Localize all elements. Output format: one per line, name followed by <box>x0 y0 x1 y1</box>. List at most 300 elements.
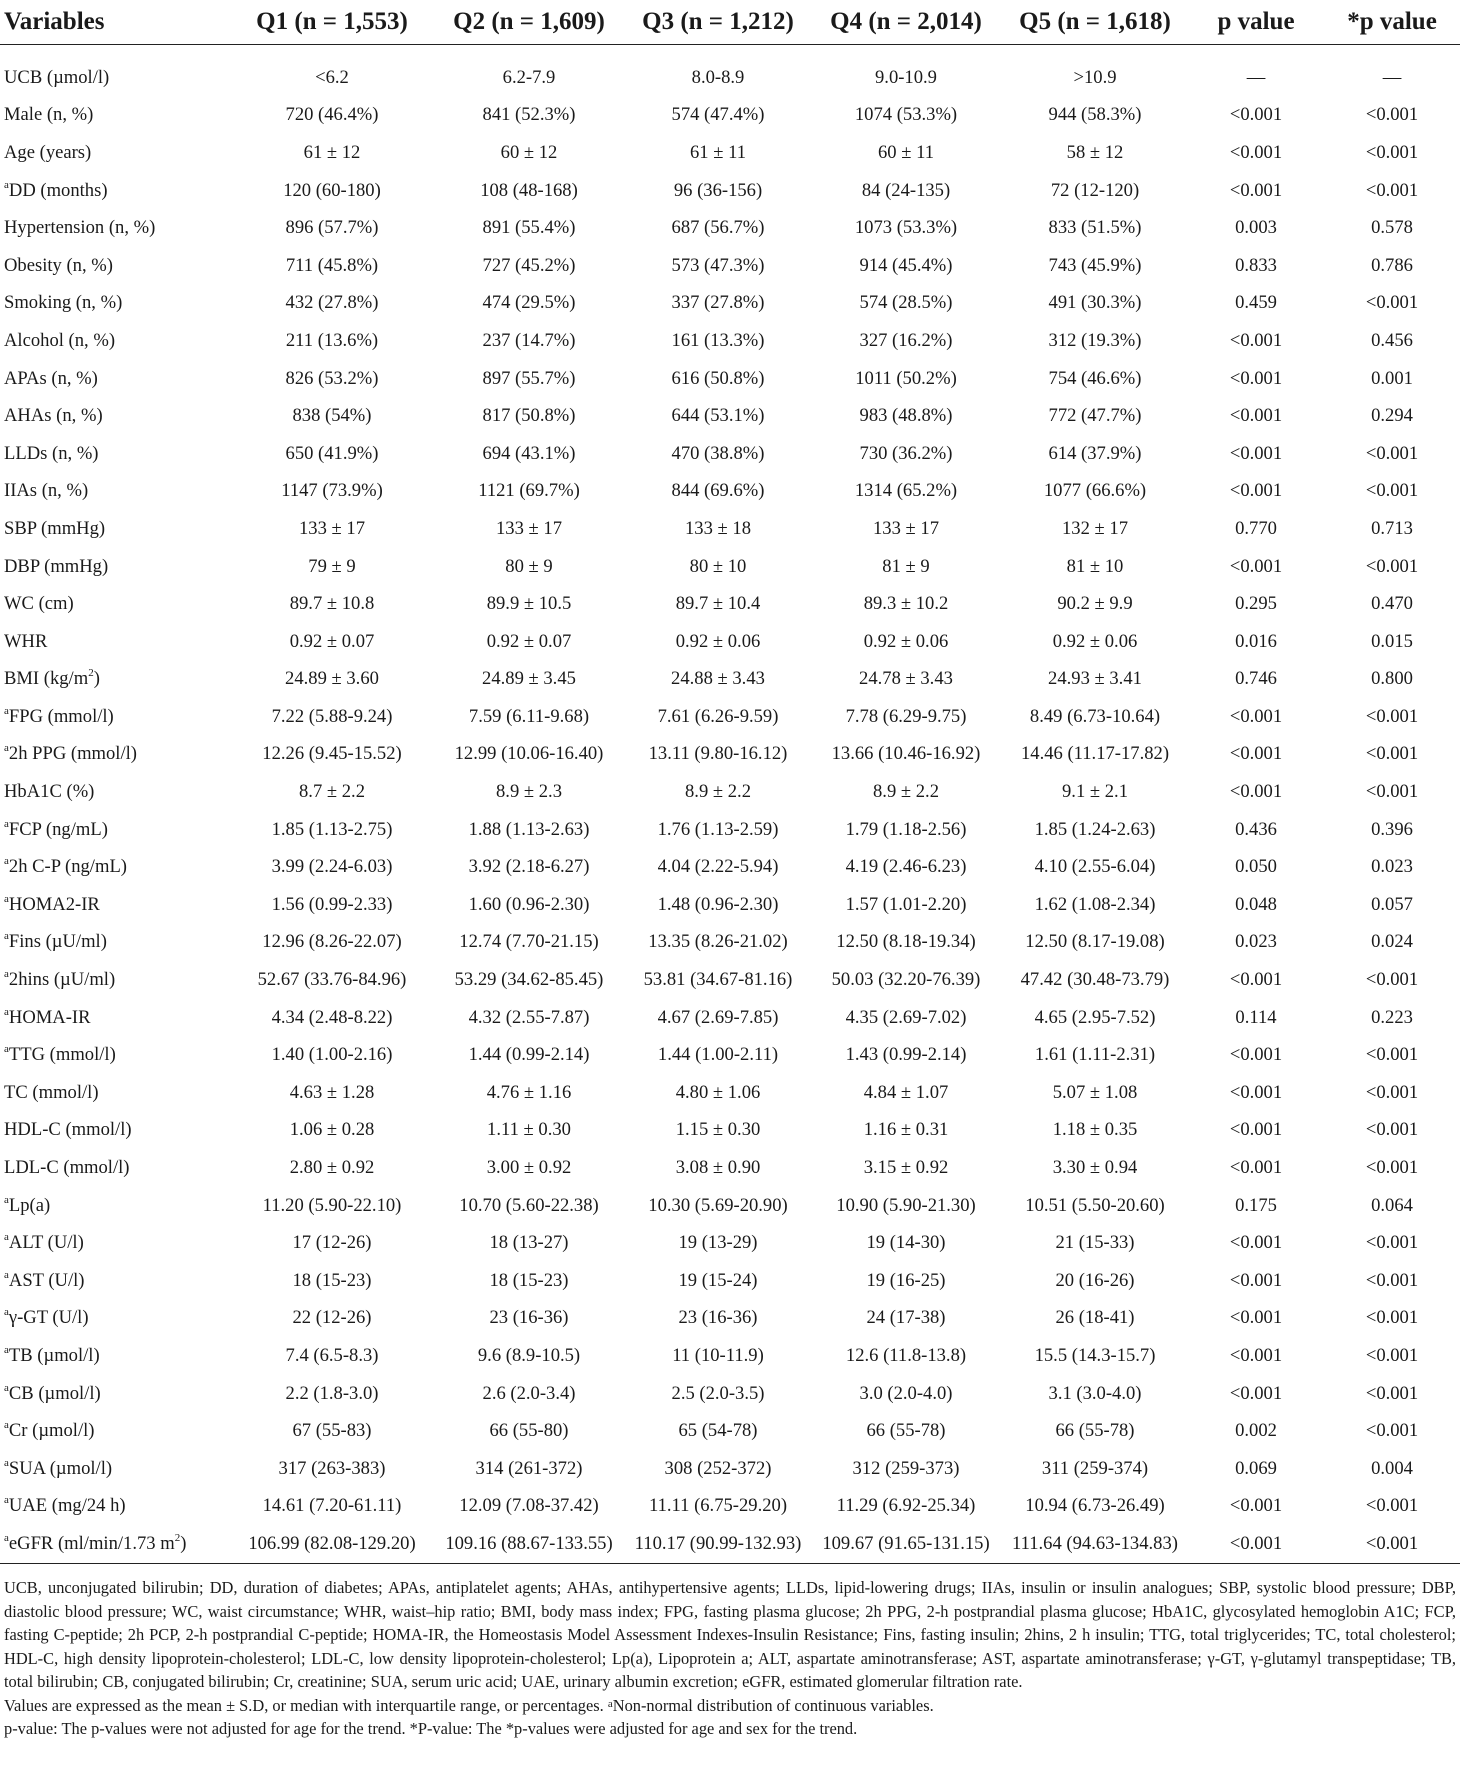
table-cell: 327 (16.2%) <box>859 329 953 351</box>
row-label <box>0 510 232 548</box>
table-row <box>0 924 1460 962</box>
row-label-text: ALT (U/l) <box>8 1232 84 1254</box>
row-label-text: SUA (µmol/l) <box>8 1457 113 1479</box>
table-cell: 2.80 ± 0.92 <box>289 1157 375 1179</box>
row-label <box>0 698 232 736</box>
table-cell: 21 (15-33) <box>1055 1232 1135 1254</box>
nonnormal-marker: a <box>4 1193 9 1206</box>
table-cell: 2.6 (2.0-3.4) <box>482 1382 576 1404</box>
table-cell: 19 (14-30) <box>866 1232 946 1254</box>
row-label-text: Lp(a) <box>8 1194 51 1216</box>
table-cell: 3.92 (2.18-6.27) <box>468 856 590 878</box>
row-label-text: Age (years) <box>4 141 92 163</box>
table-cell: 7.78 (6.29-9.75) <box>845 705 967 727</box>
table-cell: 1.16 ± 0.31 <box>863 1119 949 1141</box>
table-row <box>0 1149 1460 1187</box>
table-row <box>0 59 1460 97</box>
row-label-tail: ) <box>93 668 100 690</box>
table-cell: 1.15 ± 0.30 <box>675 1119 761 1141</box>
table-cell: <0.001 <box>1229 1044 1283 1066</box>
table-cell: 0.294 <box>1371 405 1413 427</box>
row-label <box>0 209 232 247</box>
table-cell: 0.436 <box>1235 818 1277 840</box>
table-row <box>0 360 1460 398</box>
table-cell: 24.88 ± 3.43 <box>671 668 765 690</box>
table-cell: 1.56 (0.99-2.33) <box>271 893 393 915</box>
table-cell: 0.003 <box>1235 217 1277 239</box>
table-cell: 53.29 (34.62-85.45) <box>454 969 604 991</box>
nonnormal-marker: a <box>4 1268 9 1281</box>
row-label-text: WC (cm) <box>4 593 74 615</box>
table-cell: 0.770 <box>1235 517 1277 539</box>
table-cell: 1.11 ± 0.30 <box>487 1119 571 1141</box>
table-cell: 120 (60-180) <box>283 179 381 201</box>
table-row <box>0 886 1460 924</box>
row-label <box>0 773 232 811</box>
table-cell: 80 ± 10 <box>689 555 747 577</box>
row-label <box>0 585 232 623</box>
table-row <box>0 773 1460 811</box>
row-label-text: AHAs (n, %) <box>4 405 103 427</box>
table-body <box>0 45 1460 1564</box>
table-row <box>0 172 1460 210</box>
table-row <box>0 435 1460 473</box>
table-row <box>0 209 1460 247</box>
table-cell: <0.001 <box>1365 1157 1419 1179</box>
table-row <box>0 285 1460 323</box>
table-cell: 24 (17-38) <box>866 1307 946 1329</box>
table-row <box>0 322 1460 360</box>
row-label <box>0 247 232 285</box>
table-cell: 4.10 (2.55-6.04) <box>1034 856 1156 878</box>
table-cell: 0.92 ± 0.07 <box>486 630 572 652</box>
row-label-text: LLDs (n, %) <box>4 442 99 464</box>
table-cell: 844 (69.6%) <box>671 480 765 502</box>
table-row <box>0 97 1460 135</box>
table-row <box>0 1525 1460 1563</box>
table-cell: 66 (55-80) <box>489 1420 569 1442</box>
table-cell: <0.001 <box>1365 292 1419 314</box>
table-row <box>0 1224 1460 1262</box>
table-cell: <0.001 <box>1365 1344 1419 1366</box>
table-cell: 108 (48-168) <box>480 179 578 201</box>
table-cell: <0.001 <box>1229 1344 1283 1366</box>
table-cell: <0.001 <box>1229 705 1283 727</box>
table-cell: 826 (53.2%) <box>285 367 379 389</box>
table-cell: 0.175 <box>1235 1194 1277 1216</box>
nonnormal-marker: a <box>4 1531 9 1544</box>
row-label <box>0 134 232 172</box>
table-cell: 12.09 (7.08-37.42) <box>459 1495 599 1517</box>
table-cell: 2.2 (1.8-3.0) <box>285 1382 379 1404</box>
table-cell: 211 (13.6%) <box>285 329 379 351</box>
table-cell: <0.001 <box>1229 555 1283 577</box>
row-label <box>0 1450 232 1488</box>
table-cell: <0.001 <box>1365 179 1419 201</box>
table-cell: 89.7 ± 10.8 <box>289 593 375 615</box>
table-cell: <0.001 <box>1365 743 1419 765</box>
table-cell: 1.76 (1.13-2.59) <box>657 818 779 840</box>
table-cell: <0.001 <box>1229 1081 1283 1103</box>
table-cell: 11.20 (5.90-22.10) <box>262 1194 402 1216</box>
row-label <box>0 1488 232 1526</box>
row-label <box>0 1525 232 1563</box>
table-cell: 17 (12-26) <box>292 1232 372 1254</box>
table-cell: 109.67 (91.65-131.15) <box>810 1525 1002 1563</box>
table-cell: 1.48 (0.96-2.30) <box>657 893 779 915</box>
table-cell: 0.295 <box>1235 593 1277 615</box>
table-cell: 730 (36.2%) <box>859 442 953 464</box>
table-cell: 0.015 <box>1371 630 1413 652</box>
table-cell: 133 ± 18 <box>685 517 751 539</box>
row-label <box>0 397 232 435</box>
table-cell: <0.001 <box>1365 1495 1419 1517</box>
table-cell: 10.70 (5.60-22.38) <box>459 1194 599 1216</box>
table-cell: 337 (27.8%) <box>671 292 765 314</box>
row-label-text: 2h C-P (ng/mL) <box>8 856 127 878</box>
table-row <box>0 623 1460 661</box>
table-cell: 1.60 (0.96-2.30) <box>468 893 590 915</box>
table-cell: 19 (15-24) <box>678 1269 758 1291</box>
column-header: Variables <box>0 0 232 45</box>
row-label <box>0 661 232 699</box>
row-label-text: HDL-C (mmol/l) <box>4 1119 132 1141</box>
table-cell: 12.96 (8.26-22.07) <box>262 931 402 953</box>
table-cell: 0.001 <box>1371 367 1413 389</box>
table-cell: >10.9 <box>1073 66 1117 88</box>
table-cell: 89.3 ± 10.2 <box>863 593 949 615</box>
row-label-text: γ-GT (U/l) <box>8 1307 89 1329</box>
table-row <box>0 961 1460 999</box>
table-cell: 727 (45.2%) <box>482 254 576 276</box>
table-cell: 12.50 (8.17-19.08) <box>1025 931 1165 953</box>
table-cell: 106.99 (82.08-129.20) <box>232 1525 432 1563</box>
column-header: *p value <box>1324 0 1460 45</box>
table-cell: 0.048 <box>1235 893 1277 915</box>
table-cell: 754 (46.6%) <box>1048 367 1142 389</box>
row-label-text: FCP (ng/mL) <box>8 818 108 840</box>
table-cell: 4.32 (2.55-7.87) <box>468 1006 590 1028</box>
table-cell: 61 ± 12 <box>303 141 361 163</box>
row-label <box>0 1300 232 1338</box>
table-cell: <0.001 <box>1229 367 1283 389</box>
table-cell: — <box>1382 66 1402 88</box>
table-cell: 743 (45.9%) <box>1048 254 1142 276</box>
table-cell: 311 (259-374) <box>1041 1457 1149 1479</box>
nonnormal-marker: a <box>4 817 9 830</box>
row-label-text: eGFR (ml/min/1.73 m <box>8 1532 175 1554</box>
table-row <box>0 397 1460 435</box>
table-row <box>0 811 1460 849</box>
table-cell: 0.456 <box>1371 329 1413 351</box>
nonnormal-marker: a <box>4 1005 9 1018</box>
table-cell: 53.81 (34.67-81.16) <box>643 969 793 991</box>
table-cell: 0.069 <box>1235 1457 1277 1479</box>
table-cell: 81 ± 9 <box>882 555 930 577</box>
table-cell: 3.1 (3.0-4.0) <box>1048 1382 1142 1404</box>
table-cell: 9.0-10.9 <box>875 66 937 88</box>
table-cell: 66 (55-78) <box>1055 1420 1135 1442</box>
nonnormal-marker: a <box>4 968 9 981</box>
table-cell: 1314 (65.2%) <box>854 480 958 502</box>
table-cell: 4.84 ± 1.07 <box>863 1081 949 1103</box>
table-cell: 19 (16-25) <box>866 1269 946 1291</box>
table-cell: <0.001 <box>1365 1044 1419 1066</box>
pvalue-note: p-value: The p-values were not adjusted for age for the trend. *P-value: The *p-values were adjusted for age and sex for the trend. <box>4 1719 858 1738</box>
values-note-text: Values are expressed as the mean ± S.D, or median with interquartile range, or percentages. <box>4 1695 604 1715</box>
table-cell: 84 (24-135) <box>861 179 951 201</box>
row-label-text: AST (U/l) <box>8 1269 85 1291</box>
table-row <box>0 661 1460 699</box>
table-cell: <0.001 <box>1365 555 1419 577</box>
table-cell: 26 (18-41) <box>1055 1307 1135 1329</box>
table-row <box>0 1488 1460 1526</box>
table-cell: 67 (55-83) <box>292 1420 372 1442</box>
table-cell: 3.0 (2.0-4.0) <box>859 1382 953 1404</box>
row-label <box>0 1224 232 1262</box>
table-cell: 1.79 (1.18-2.56) <box>845 818 967 840</box>
nonnormal-marker: a <box>4 1343 9 1356</box>
table-cell: 1.57 (1.01-2.20) <box>845 893 967 915</box>
table-cell: 8.9 ± 2.3 <box>496 781 562 803</box>
row-label <box>0 1149 232 1187</box>
table-cell: 11.11 (6.75-29.20) <box>648 1495 788 1517</box>
row-label-text: IIAs (n, %) <box>4 480 89 502</box>
table-row <box>0 585 1460 623</box>
table-cell: 896 (57.7%) <box>285 217 379 239</box>
table-row <box>0 1375 1460 1413</box>
table-cell: 0.396 <box>1371 818 1413 840</box>
nonnormal-marker: a <box>4 1456 9 1469</box>
row-label <box>0 59 232 97</box>
table-cell: 4.04 (2.22-5.94) <box>657 856 779 878</box>
row-label <box>0 1187 232 1225</box>
nonnormal-marker: a <box>4 1494 9 1507</box>
table-cell: 19 (13-29) <box>678 1232 758 1254</box>
table-cell: <0.001 <box>1365 705 1419 727</box>
table-cell: 4.34 (2.48-8.22) <box>271 1006 393 1028</box>
table-cell: 308 (252-372) <box>664 1457 772 1479</box>
table-cell: 817 (50.8%) <box>482 405 576 427</box>
table-cell: 491 (30.3%) <box>1048 292 1142 314</box>
row-label <box>0 961 232 999</box>
table-cell: 13.11 (9.80-16.12) <box>648 743 788 765</box>
table-cell: 12.50 (8.18-19.34) <box>836 931 976 953</box>
abbreviations-note: UCB, unconjugated bilirubin; DD, duration of diabetes; APAs, antiplatelet agents; AHAs, antihypertensive agents; LLDs, lipid-lowering drugs; IIAs, insulin or insulin analogues; SBP, systolic blood pressure; DBP, diastolic blood pressure; WC, waist circumstance; WHR, waist–hip ratio; BMI, body mass index; FPG, fasting plasma glucose; 2h PPG, 2-h postprandial plasma glucose; HbA1C, glycosylated hemoglobin A1C; FCP, fasting C-peptide; 2h PCP, 2-h postprandial C-peptide; HOMA-IR, the Homeostasis Model Assessment Indexes-Insulin Resistance; Fins, fasting insulin; 2hins, 2 h insulin; TTG, total triglycerides; TC, total cholesterol; HDL-C, high density lipoprotein-cholesterol; LDL-C, low density lipoprotein-cholesterol; Lp(a), Lipoprotein a; ALT, aspartate aminotransferase; AST, aspartate aminotransferase; γ-GT, γ-glutamyl transpeptidase; TB, total bilirubin; CB, conjugated bilirubin; Cr, creatinine; SUA, serum uric acid; UAE, urinary albumin excretion; eGFR, estimated glomerular filtration rate. <box>4 1578 1456 1691</box>
table-cell: 23 (16-36) <box>678 1307 758 1329</box>
table-cell: <0.001 <box>1229 969 1283 991</box>
table-cell: 1.40 (1.00-2.16) <box>271 1044 393 1066</box>
nonnormal-marker: a <box>4 1381 9 1394</box>
table-cell: 3.08 ± 0.90 <box>675 1157 761 1179</box>
table-row <box>0 1450 1460 1488</box>
table-cell: 841 (52.3%) <box>482 104 576 126</box>
table-cell: 133 ± 17 <box>496 517 562 539</box>
row-label-text: UAE (mg/24 h) <box>8 1495 126 1517</box>
row-label-text: Obesity (n, %) <box>4 254 113 276</box>
table-cell: 694 (43.1%) <box>482 442 576 464</box>
row-label <box>0 97 232 135</box>
table-row <box>0 473 1460 511</box>
table-cell: 0.114 <box>1235 1006 1277 1028</box>
table-cell: 0.004 <box>1371 1457 1413 1479</box>
table-cell: <0.001 <box>1229 1269 1283 1291</box>
row-label-text: 2hins (µU/ml) <box>8 969 116 991</box>
table-cell: 22 (12-26) <box>292 1307 372 1329</box>
table-cell: 317 (263-383) <box>278 1457 386 1479</box>
table-cell: 1.85 (1.13-2.75) <box>271 818 393 840</box>
table-cell: <0.001 <box>1324 1525 1460 1563</box>
row-label-text: HOMA2-IR <box>8 893 100 915</box>
table-cell: <0.001 <box>1229 179 1283 201</box>
row-label-text: BMI (kg/m <box>4 668 89 690</box>
row-label <box>0 1412 232 1450</box>
row-label-text: Cr (µmol/l) <box>8 1420 95 1442</box>
table-cell: <0.001 <box>1229 1307 1283 1329</box>
row-label <box>0 435 232 473</box>
table-row <box>0 510 1460 548</box>
table-cell: 7.4 (6.5-8.3) <box>285 1344 379 1366</box>
table-row <box>0 999 1460 1037</box>
table-cell: 573 (47.3%) <box>671 254 765 276</box>
column-header: Q2 (n = 1,609) <box>432 0 626 45</box>
table-cell: <0.001 <box>1229 141 1283 163</box>
table-row <box>0 1337 1460 1375</box>
table-row <box>0 698 1460 736</box>
table-cell: 133 ± 17 <box>873 517 939 539</box>
table-cell: 5.07 ± 1.08 <box>1052 1081 1138 1103</box>
table-cell: 0.578 <box>1371 217 1413 239</box>
table-cell: 772 (47.7%) <box>1048 405 1142 427</box>
table-cell: 650 (41.9%) <box>285 442 379 464</box>
table-cell: 15.5 (14.3-15.7) <box>1034 1344 1156 1366</box>
table-cell: 4.76 ± 1.16 <box>486 1081 572 1103</box>
table-cell: 1077 (66.6%) <box>1043 480 1147 502</box>
nonnormal-marker: a <box>4 892 9 905</box>
row-label-text: TB (µmol/l) <box>8 1344 100 1366</box>
table-cell: 133 ± 17 <box>299 517 365 539</box>
table-cell: 0.064 <box>1371 1194 1413 1216</box>
table-cell: 8.9 ± 2.2 <box>685 781 751 803</box>
table-cell: 24.93 ± 3.41 <box>1048 668 1142 690</box>
table-cell: 312 (19.3%) <box>1048 329 1142 351</box>
table-cell: 11.29 (6.92-25.34) <box>836 1495 976 1517</box>
table-cell: <6.2 <box>315 66 349 88</box>
table-cell: 0.713 <box>1371 517 1413 539</box>
table-cell: 0.800 <box>1371 668 1413 690</box>
table-cell: <0.001 <box>1365 1420 1419 1442</box>
table-cell: 687 (56.7%) <box>671 217 765 239</box>
row-label <box>0 848 232 886</box>
table-cell: <0.001 <box>1365 1307 1419 1329</box>
table-cell: <0.001 <box>1365 480 1419 502</box>
table-cell: 12.99 (10.06-16.40) <box>454 743 604 765</box>
table-cell: 616 (50.8%) <box>671 367 765 389</box>
table-cell: 1074 (53.3%) <box>854 104 958 126</box>
table-cell: 109.16 (88.67-133.55) <box>432 1525 626 1563</box>
table-cell: 720 (46.4%) <box>285 104 379 126</box>
table-cell: 0.746 <box>1235 668 1277 690</box>
table-cell: <0.001 <box>1365 141 1419 163</box>
table-cell: 89.9 ± 10.5 <box>486 593 572 615</box>
table-row <box>0 247 1460 285</box>
table-row <box>0 1112 1460 1150</box>
table-cell: 60 ± 11 <box>878 141 934 163</box>
table-cell: 312 (259-373) <box>852 1457 960 1479</box>
table-cell: <0.001 <box>1229 442 1283 464</box>
table-cell: 0.459 <box>1235 292 1277 314</box>
table-cell: 24.89 ± 3.60 <box>285 668 379 690</box>
row-label <box>0 736 232 774</box>
table-cell: 24.78 ± 3.43 <box>859 668 953 690</box>
table-cell: 61 ± 11 <box>690 141 746 163</box>
table-cell: 1.62 (1.08-2.34) <box>1034 893 1156 915</box>
table-cell: 897 (55.7%) <box>482 367 576 389</box>
table-cell: 1073 (53.3%) <box>854 217 958 239</box>
table-cell: <0.001 <box>1365 1119 1419 1141</box>
table-cell: 914 (45.4%) <box>859 254 953 276</box>
table-cell: 132 ± 17 <box>1062 517 1128 539</box>
table-cell: 1.44 (1.00-2.11) <box>657 1044 779 1066</box>
table-cell: 1.43 (0.99-2.14) <box>845 1044 967 1066</box>
table-cell: 0.016 <box>1235 630 1277 652</box>
table-cell: <0.001 <box>1229 1232 1283 1254</box>
table-cell: <0.001 <box>1229 1119 1283 1141</box>
table-cell: 0.92 ± 0.06 <box>863 630 949 652</box>
unit-superscript: 2 <box>174 1531 181 1544</box>
row-label-text: Hypertension (n, %) <box>4 217 156 239</box>
row-label <box>0 924 232 962</box>
table-cell: 161 (13.3%) <box>671 329 765 351</box>
table-cell: 1.61 (1.11-2.31) <box>1034 1044 1156 1066</box>
table-cell: 1.85 (1.24-2.63) <box>1034 818 1156 840</box>
row-label-text: LDL-C (mmol/l) <box>4 1157 130 1179</box>
unit-superscript: 2 <box>88 667 94 680</box>
row-label-text: CB (µmol/l) <box>8 1382 101 1404</box>
table-cell: 12.26 (9.45-15.52) <box>262 743 402 765</box>
table-cell: 0.024 <box>1371 931 1413 953</box>
row-label-text: 2h PPG (mmol/l) <box>8 743 137 765</box>
table-cell: 20 (16-26) <box>1055 1269 1135 1291</box>
table-cell: — <box>1246 66 1266 88</box>
table-cell: 0.023 <box>1371 856 1413 878</box>
values-note-marker: a <box>607 1697 613 1710</box>
table-cell: 10.90 (5.90-21.30) <box>836 1194 976 1216</box>
row-label-text: SBP (mmHg) <box>4 517 106 539</box>
table-cell: 0.470 <box>1371 593 1413 615</box>
table-cell: 14.46 (11.17-17.82) <box>1020 743 1170 765</box>
table-cell: <0.001 <box>1229 104 1283 126</box>
row-label <box>0 548 232 586</box>
table-cell: 0.833 <box>1235 254 1277 276</box>
values-note <box>4 1694 1456 1718</box>
table-cell: 470 (38.8%) <box>671 442 765 464</box>
table-footnotes <box>4 1576 1456 1741</box>
row-label <box>0 473 232 511</box>
table-cell: <0.001 <box>1188 1525 1324 1563</box>
table-cell: 8.0-8.9 <box>691 66 745 88</box>
table-cell: 80 ± 9 <box>505 555 553 577</box>
row-label <box>0 1337 232 1375</box>
table-row <box>0 1262 1460 1300</box>
table-cell: 237 (14.7%) <box>482 329 576 351</box>
table-row <box>0 1187 1460 1225</box>
table-cell: 574 (47.4%) <box>671 104 765 126</box>
table-row <box>0 1300 1460 1338</box>
row-label <box>0 1262 232 1300</box>
table-cell: 18 (15-23) <box>292 1269 372 1291</box>
table-cell: 1147 (73.9%) <box>281 480 383 502</box>
